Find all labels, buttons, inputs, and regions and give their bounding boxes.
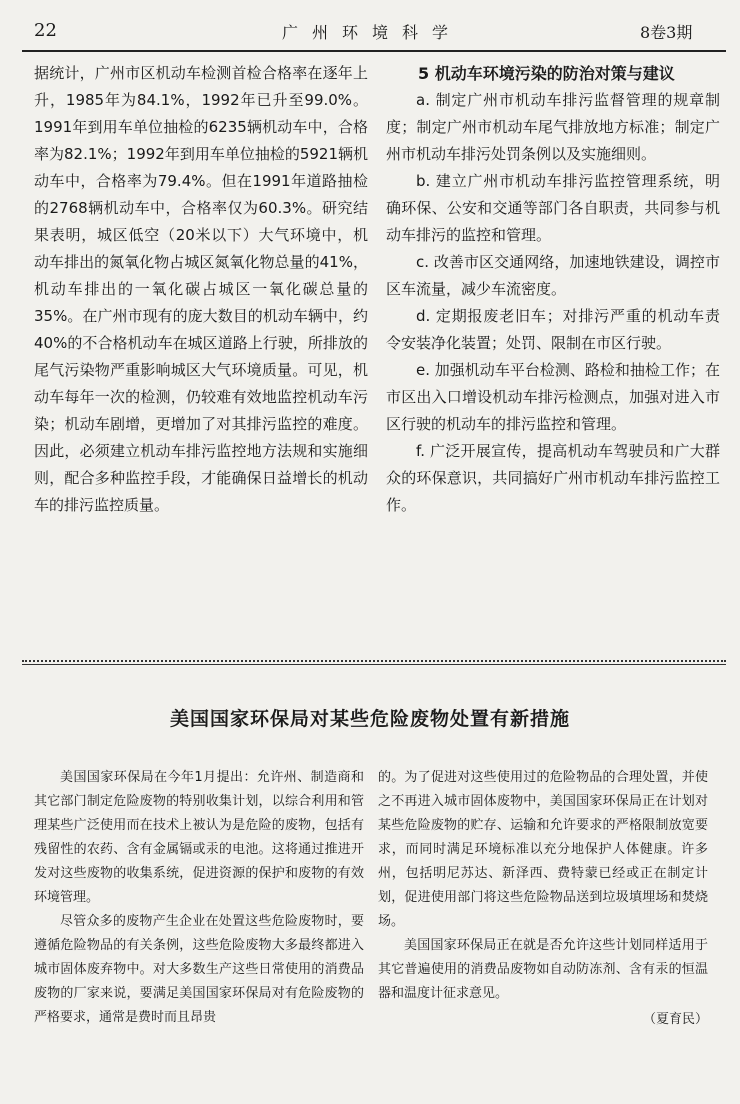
article-left-column <box>34 766 364 1030</box>
recommendation-item: a. 制定广州市机动车排污监督管理的规章制度；制定广州市机动车尾气排放地方标准；制定广州市机动车排污处罚条例以及实施细则。 <box>386 91 720 163</box>
article-paragraph: 的。为了促进对这些使用过的危险物品的合理处置，并使之不再进入城市固体废物中，美国国家环保局正在计划对某些危险废物的贮存、运输和允许要求的严格限制放宽要求，而同时满足环境标准以充分地保护人体健康。许多州，包括明尼苏达、新泽西、费特蒙已经或正在制定计划，促进使用部门将这些危险物品送到垃圾填埋场和焚烧场。 <box>378 770 708 929</box>
page-number: 22 <box>34 20 57 41</box>
article-paragraph: 尽管众多的废物产生企业在处置这些危险废物时，要遵循危险物品的有关条例，这些危险废物大多最终都进入城市固体废弃物中。对大多数生产这些日常使用的消费品废物的厂家来说，要满足美国国家环保局对有危险废物的严格要求，通常是费时而且昂贵 <box>34 914 364 1025</box>
article-paragraph: 美国国家环保局在今年1月提出：允许州、制造商和其它部门制定危险废物的特别收集计划，以综合利用和管理某些广泛使用而在技术上被认为是危险的废物，包括有残留性的农药、含有金属镉或汞的电池。这将通过推进开发对这些废物的收集系统，促进资源的保护和废物的有效环境管理。 <box>34 770 364 905</box>
recommendation-item: f. 广泛开展宣传，提高机动车驾驶员和广大群众的环保意识，共同搞好广州市机动车排污监控工作。 <box>386 442 720 514</box>
article-divider <box>22 660 726 662</box>
recommendation-item: b. 建立广州市机动车排污监控管理系统，明确环保、公安和交通等部门各自职责，共同参与机动车排污的监控和管理。 <box>386 172 720 244</box>
header-rule <box>22 50 726 52</box>
left-column-paragraph: 据统计，广州市区机动车检测首检合格率在逐年上升，1985年为84.1%，1992年已升至99.0%。1991年到用车单位抽检的6235辆机动车中，合格率为82.1%；1992年到用车单位抽检的5921辆机动车中，合格率为79.4%。但在1991年道路抽检的2768辆机动车中，合格率仅为60.3%。研究结果表明，城区低空（20米以下）大气环境中，机动车排出的氮氧化物占城区氮氧化物总量的41%，机动车排出的一氧化碳占城区一氧化碳总量的35%。在广州市现有的庞大数目的机动车辆中，约40%的不合格机动车在城区道路上行驶，所排放的尾气污染物严重影响城区大气环境质量。可见，机动车每年一次的检测，仍较难有效地监控机动车污染；机动车剧增，更增加了对其排污监控的难度。因此，必须建立机动车排污监控地方法规和实施细则，配合多种监控手段，才能确保日益增长的机动车的排污监控质量。 <box>34 64 369 514</box>
left-column <box>34 60 368 519</box>
article-right-column <box>378 766 708 1032</box>
recommendation-item: e. 加强机动车平台检测、路检和抽检工作；在市区出入口增设机动车排污检测点，加强对进入市区行驶的机动车的排污监控和管理。 <box>386 361 720 433</box>
right-column <box>386 60 720 519</box>
recommendation-item: d. 定期报废老旧车；对排污严重的机动车责令安装净化装置；处罚、限制在市区行驶。 <box>386 307 720 352</box>
article-divider-line <box>22 664 726 665</box>
issue-label: 8卷3期 <box>640 23 693 42</box>
article-paragraph: 美国国家环保局正在就是否允许这些计划同样适用于其它普遍使用的消费品废物如自动防冻剂、含有汞的恒温器和温度计征求意见。 <box>378 938 708 1001</box>
recommendation-item: c. 改善市区交通网络，加速地铁建设，调控市区车流量，减少车流密度。 <box>386 253 720 298</box>
section-title: 5 机动车环境污染的防治对策与建议 <box>418 64 675 83</box>
journal-name: 广州环境科学 <box>282 23 463 42</box>
article-author: （夏育民） <box>642 1012 708 1027</box>
article-title: 美国国家环保局对某些危险废物处置有新措施 <box>169 708 570 730</box>
